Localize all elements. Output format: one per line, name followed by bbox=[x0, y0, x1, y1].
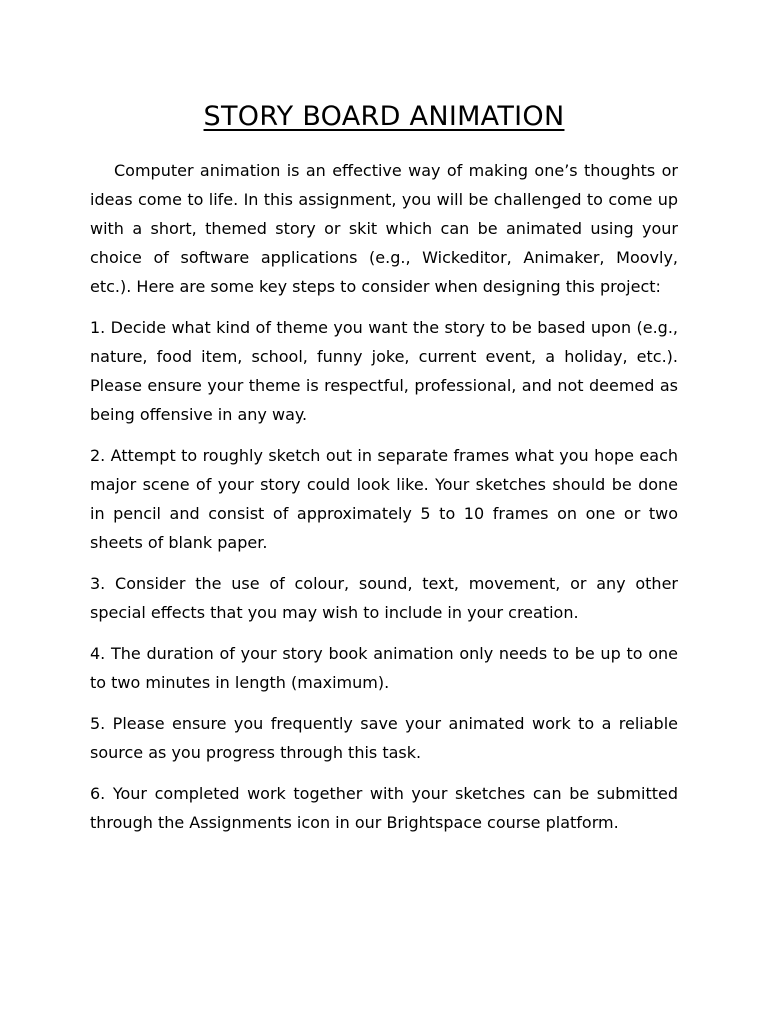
step-3: 3. Consider the use of colour, sound, text, movement, or any other special effects that you may wish to include in your creation. bbox=[90, 574, 678, 622]
step-2: 2. Attempt to roughly sketch out in separate frames what you hope each major scene of your story could look like. Your sketches should be done in pencil and consist of approximately 5 to 10 frames on one or two sheets of blank paper. bbox=[90, 446, 678, 552]
step-1: 1. Decide what kind of theme you want the story to be based upon (e.g., nature, food item, school, funny joke, current event, a holiday, etc.). Please ensure your theme is respectful, professional, and not deemed as being offensive in any way. bbox=[90, 318, 678, 424]
step-6: 6. Your completed work together with your sketches can be submitted through the Assignments icon in our Brightspace course platform. bbox=[90, 784, 678, 832]
document-page bbox=[90, 96, 678, 849]
document-title: STORY BOARD ANIMATION bbox=[203, 101, 565, 132]
step-4: 4. The duration of your story book animation only needs to be up to one to two minutes in length (maximum). bbox=[90, 644, 678, 692]
intro-paragraph: Computer animation is an effective way of making one’s thoughts or ideas come to life. In this assignment, you will be challenged to come up with a short, themed story or skit which can be animated using your choice of software applications (e.g., Wickeditor, Animaker, Moovly, etc.). Here are some key steps to consider when designing this project: bbox=[90, 161, 678, 296]
step-5: 5. Please ensure you frequently save your animated work to a reliable source as you progress through this task. bbox=[90, 714, 678, 762]
